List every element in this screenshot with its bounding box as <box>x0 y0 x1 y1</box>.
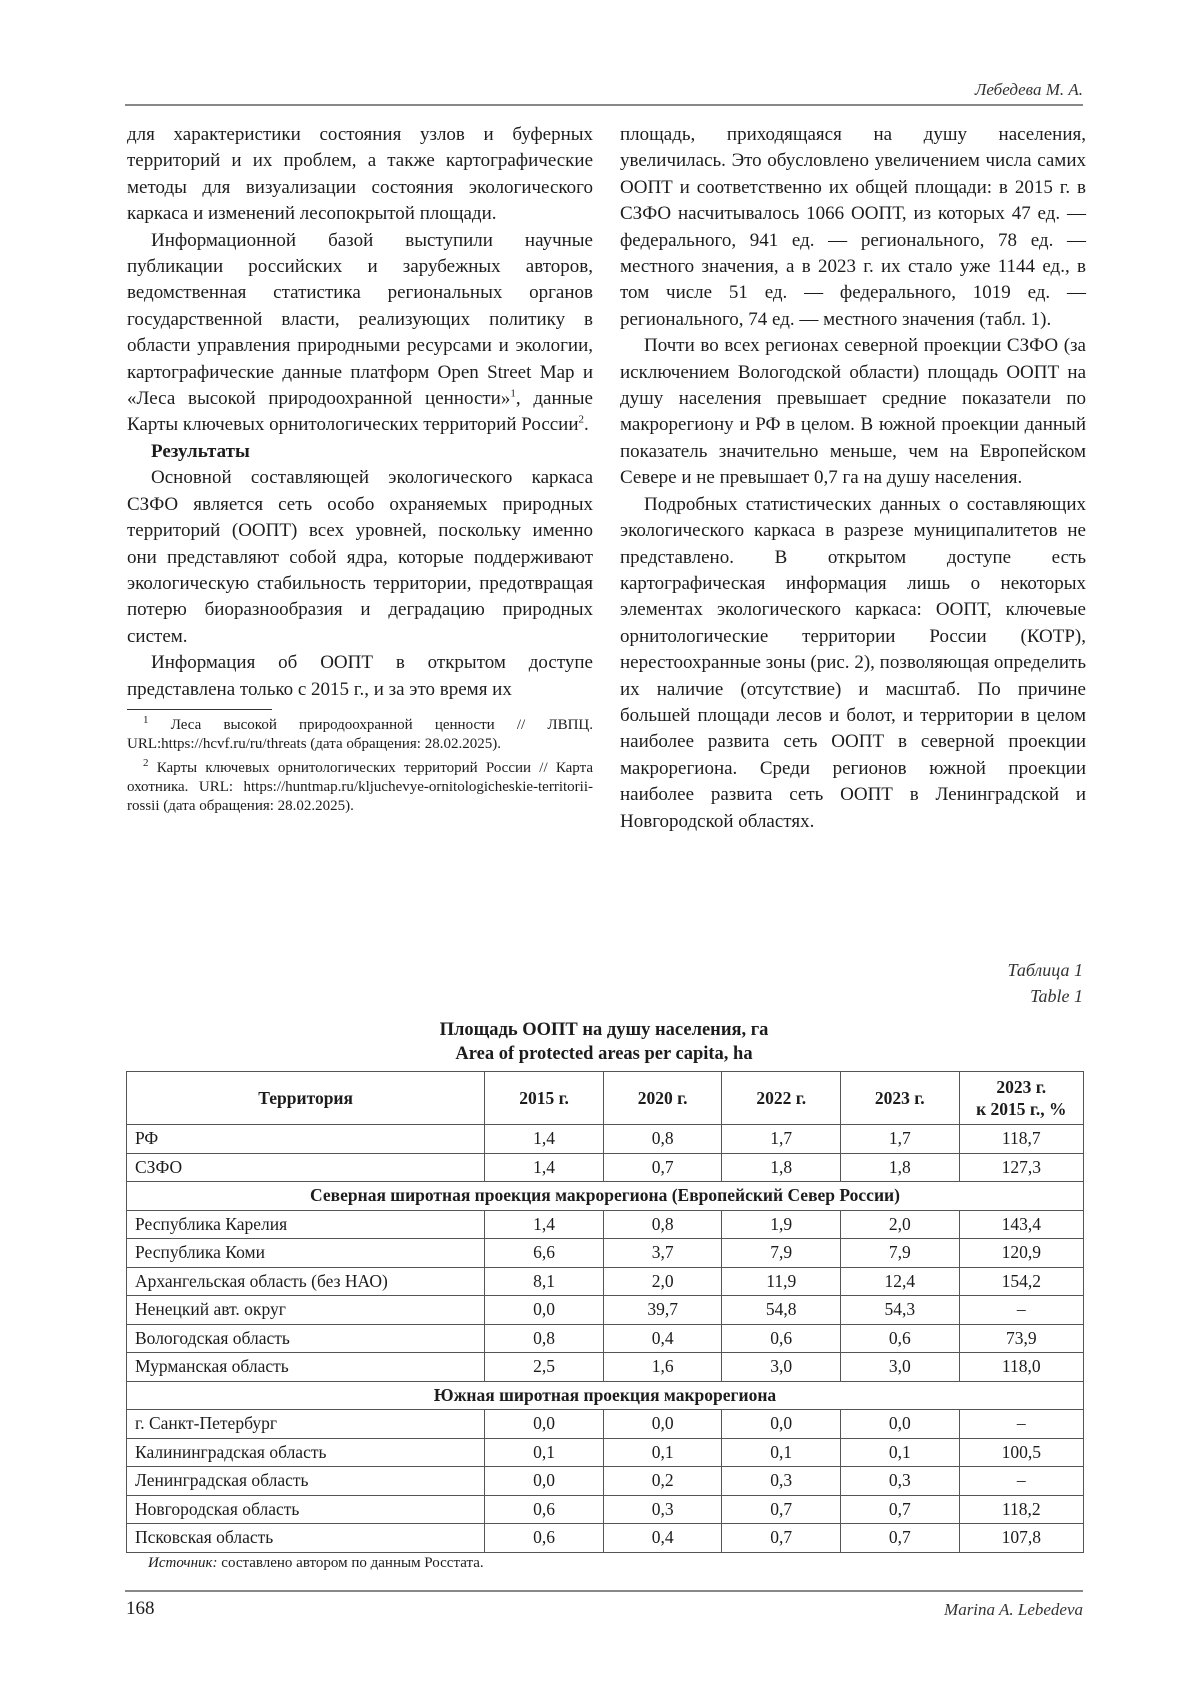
value-cell: 39,7 <box>603 1296 722 1325</box>
value-cell: 3,0 <box>841 1353 960 1382</box>
table-row <box>127 1324 1084 1353</box>
value-cell: 1,4 <box>485 1210 604 1239</box>
value-cell: 12,4 <box>841 1267 960 1296</box>
section-heading-cell: Южная широтная проекция макрорегиона <box>127 1381 1084 1410</box>
header-line: 2023 г. <box>996 1077 1047 1097</box>
value-cell: 0,1 <box>485 1438 604 1467</box>
footnote-2 <box>127 756 593 816</box>
value-cell: 11,9 <box>722 1267 841 1296</box>
value-cell: 0,7 <box>603 1153 722 1182</box>
table-header-row <box>127 1072 1084 1125</box>
table-row <box>127 1438 1084 1467</box>
paragraph <box>127 228 593 439</box>
value-cell: 0,1 <box>722 1438 841 1467</box>
value-cell: 118,0 <box>959 1353 1083 1382</box>
table-row <box>127 1495 1084 1524</box>
table-source-note <box>148 1555 484 1572</box>
value-cell: 0,3 <box>841 1467 960 1496</box>
paragraph: Информация об ООПТ в открытом доступе представлена только с 2015 г., и за это время их <box>127 652 593 700</box>
value-cell: 154,2 <box>959 1267 1083 1296</box>
paragraph: Основной составляющей экологического каркаса СЗФО является сеть особо охраняемых природных территорий (ООПТ) всех уровней, поскольку именно они представляют собой ядра, которые поддерживают экологическую стабильность территории, предотвращая потерю биоразнообразия и деградацию природных систем. <box>127 467 593 647</box>
header-rule <box>125 104 1083 106</box>
value-cell: 7,9 <box>722 1239 841 1268</box>
table-title-ru: Площадь ООПТ на душу населения, га <box>439 1020 769 1040</box>
value-cell: 1,9 <box>722 1210 841 1239</box>
footnote-number: 2 <box>143 756 149 769</box>
column-header-change <box>959 1072 1083 1125</box>
value-cell: 0,6 <box>722 1324 841 1353</box>
footnote-1 <box>127 713 593 754</box>
running-head-author: Лебедева М. А. <box>974 80 1083 99</box>
table-row <box>127 1296 1084 1325</box>
footnote-rule <box>127 709 272 710</box>
section-row-north <box>127 1182 1084 1211</box>
value-cell: 0,8 <box>603 1125 722 1154</box>
territory-cell: Республика Карелия <box>127 1210 485 1239</box>
value-cell: 1,6 <box>603 1353 722 1382</box>
territory-cell: Калининградская область <box>127 1438 485 1467</box>
column-header-2015: 2015 г. <box>485 1072 604 1125</box>
value-cell: 0,0 <box>603 1410 722 1439</box>
left-column <box>127 122 593 821</box>
territory-cell: Архангельская область (без НАО) <box>127 1267 485 1296</box>
footer-rule <box>125 1590 1083 1592</box>
value-cell: 2,0 <box>841 1210 960 1239</box>
value-cell: 0,3 <box>603 1495 722 1524</box>
value-cell: 143,4 <box>959 1210 1083 1239</box>
value-cell: 0,6 <box>841 1324 960 1353</box>
column-header-2022: 2022 г. <box>722 1072 841 1125</box>
paragraph: Подробных статистических данных о составляющих экологического каркаса в разрезе муниципалитетов не представлено. В открытом доступе есть картографическая информация лишь о некоторых элементах экологического каркаса: ООПТ, ключевые орнитологические территории России (КОТР), нерестоохранные зоны (рис. 2), позволяющая определить их наличие (отсутствие) и масштаб. По причине большей площади лесов и болот, и территории в целом наиболее развита сеть ООПТ в северной проекции макрорегиона. Среди регионов южной проекции наиболее развита сеть ООПТ в Ленинградской и Новгородской областях. <box>620 493 1086 832</box>
table-row <box>127 1524 1084 1553</box>
value-cell: 127,3 <box>959 1153 1083 1182</box>
paragraph-text: Информационной базой выступили научные публикации российских и зарубежных авторов, ведомственная статистика региональных органов государственной власти, реализующих политику в области управления природными ресурсами и экологии, картографические данные платформ Open Street Map и «Леса высокой природоохранной ценности» <box>127 229 593 410</box>
territory-cell: Новгородская область <box>127 1495 485 1524</box>
value-cell: 2,0 <box>603 1267 722 1296</box>
paragraph: Почти во всех регионах северной проекции СЗФО (за исключением Вологодской области) площадь ООПТ на душу населения превышает средние показатели по макрорегиону и РФ в целом. В южной проекции данный показатель значительно меньше, чем на Европейском Севере и не превышает 0,7 га на душу населения. <box>620 335 1086 489</box>
value-cell: 8,1 <box>485 1267 604 1296</box>
table-label-en: Table 1 <box>1030 986 1083 1006</box>
value-cell: 1,4 <box>485 1153 604 1182</box>
territory-cell: СЗФО <box>127 1153 485 1182</box>
value-cell: 0,0 <box>841 1410 960 1439</box>
section-heading-results: Результаты <box>151 440 250 462</box>
right-column <box>620 122 1086 835</box>
table-row <box>127 1467 1084 1496</box>
territory-cell: г. Санкт-Петербург <box>127 1410 485 1439</box>
value-cell: 3,7 <box>603 1239 722 1268</box>
paragraph: для характеристики состояния узлов и буферных территорий и их проблем, а также картографические методы для визуализации состояния экологического каркаса и изменений лесопокрытой площади. <box>127 124 593 225</box>
table-row <box>127 1125 1084 1154</box>
paragraph-text: . <box>584 414 589 436</box>
value-cell: 3,0 <box>722 1353 841 1382</box>
value-cell: 0,7 <box>722 1524 841 1553</box>
value-cell: 0,0 <box>722 1410 841 1439</box>
value-cell: 0,0 <box>485 1467 604 1496</box>
value-cell: 1,8 <box>722 1153 841 1182</box>
value-cell: 0,3 <box>722 1467 841 1496</box>
paragraph-text: , данные Карты ключевых орнитологических территорий России <box>127 388 593 436</box>
value-cell: – <box>959 1467 1083 1496</box>
column-header-2020: 2020 г. <box>603 1072 722 1125</box>
column-header-2023: 2023 г. <box>841 1072 960 1125</box>
footnote-text: Леса высокой природоохранной ценности // ЛВПЦ. URL:https://hcvf.ru/ru/threats (дата обращения: 28.02.2025). <box>127 716 593 752</box>
value-cell: 118,2 <box>959 1495 1083 1524</box>
source-text: составлено автором по данным Росстата. <box>217 1555 484 1571</box>
paragraph: площадь, приходящаяся на душу населения, увеличилась. Это обусловлено увеличением числа самих ООПТ и соответственно их общей площади: в 2015 г. в СЗФО насчитывалось 1066 ООПТ, из которых 47 ед. — федерального, 941 ед. — регионального, 78 ед. — местного значения, а в 2023 г. их стало уже 1144 ед., в том числе 51 ед. — федерального, 1019 ед. — регионального, 74 ед. — местного значения (табл. 1). <box>620 124 1086 330</box>
table-row <box>127 1267 1084 1296</box>
value-cell: 100,5 <box>959 1438 1083 1467</box>
value-cell: 6,6 <box>485 1239 604 1268</box>
territory-cell: Псковская область <box>127 1524 485 1553</box>
value-cell: 0,2 <box>603 1467 722 1496</box>
value-cell: 118,7 <box>959 1125 1083 1154</box>
value-cell: 1,4 <box>485 1125 604 1154</box>
protected-areas-table <box>126 1071 1084 1553</box>
value-cell: 1,7 <box>722 1125 841 1154</box>
value-cell: 0,7 <box>841 1495 960 1524</box>
page-number: 168 <box>126 1598 155 1619</box>
footnote-ref-2[interactable]: 2 <box>578 414 585 427</box>
footer-author: Marina A. Lebedeva <box>944 1600 1083 1619</box>
value-cell: 120,9 <box>959 1239 1083 1268</box>
source-label: Источник: <box>148 1555 218 1571</box>
territory-cell: Ненецкий авт. округ <box>127 1296 485 1325</box>
value-cell: 0,4 <box>603 1324 722 1353</box>
territory-cell: Вологодская область <box>127 1324 485 1353</box>
table-title <box>125 1018 1083 1066</box>
value-cell: 0,1 <box>603 1438 722 1467</box>
value-cell: 0,6 <box>485 1524 604 1553</box>
footnote-text: Карты ключевых орнитологических территорий России // Карта охотника. URL: https://huntmap.ru/kljuchevye-ornitologicheskie-territorii-rossii (дата обращения: 28.02.2025). <box>127 759 593 814</box>
table-row <box>127 1239 1084 1268</box>
value-cell: 0,8 <box>603 1210 722 1239</box>
value-cell: 73,9 <box>959 1324 1083 1353</box>
value-cell: 107,8 <box>959 1524 1083 1553</box>
value-cell: 1,8 <box>841 1153 960 1182</box>
header-line: к 2015 г., % <box>976 1099 1067 1119</box>
value-cell: – <box>959 1410 1083 1439</box>
territory-cell: РФ <box>127 1125 485 1154</box>
value-cell: – <box>959 1296 1083 1325</box>
table-row <box>127 1353 1084 1382</box>
table-label-ru: Таблица 1 <box>1007 960 1083 980</box>
value-cell: 0,7 <box>722 1495 841 1524</box>
footnote-ref-1[interactable]: 1 <box>510 387 516 400</box>
table-title-en: Area of protected areas per capita, ha <box>455 1044 753 1064</box>
table-row <box>127 1210 1084 1239</box>
value-cell: 54,8 <box>722 1296 841 1325</box>
value-cell: 0,0 <box>485 1410 604 1439</box>
value-cell: 0,6 <box>485 1495 604 1524</box>
territory-cell: Ленинградская область <box>127 1467 485 1496</box>
footnote-number: 1 <box>143 713 149 726</box>
value-cell: 0,0 <box>485 1296 604 1325</box>
value-cell: 7,9 <box>841 1239 960 1268</box>
table-row <box>127 1153 1084 1182</box>
territory-cell: Республика Коми <box>127 1239 485 1268</box>
value-cell: 1,7 <box>841 1125 960 1154</box>
table-row <box>127 1410 1084 1439</box>
value-cell: 0,4 <box>603 1524 722 1553</box>
column-header-territory: Территория <box>127 1072 485 1125</box>
value-cell: 0,7 <box>841 1524 960 1553</box>
section-row-south <box>127 1381 1084 1410</box>
value-cell: 0,8 <box>485 1324 604 1353</box>
section-heading-cell: Северная широтная проекция макрорегиона (Европейский Север России) <box>127 1182 1084 1211</box>
value-cell: 54,3 <box>841 1296 960 1325</box>
territory-cell: Мурманская область <box>127 1353 485 1382</box>
value-cell: 0,1 <box>841 1438 960 1467</box>
value-cell: 2,5 <box>485 1353 604 1382</box>
